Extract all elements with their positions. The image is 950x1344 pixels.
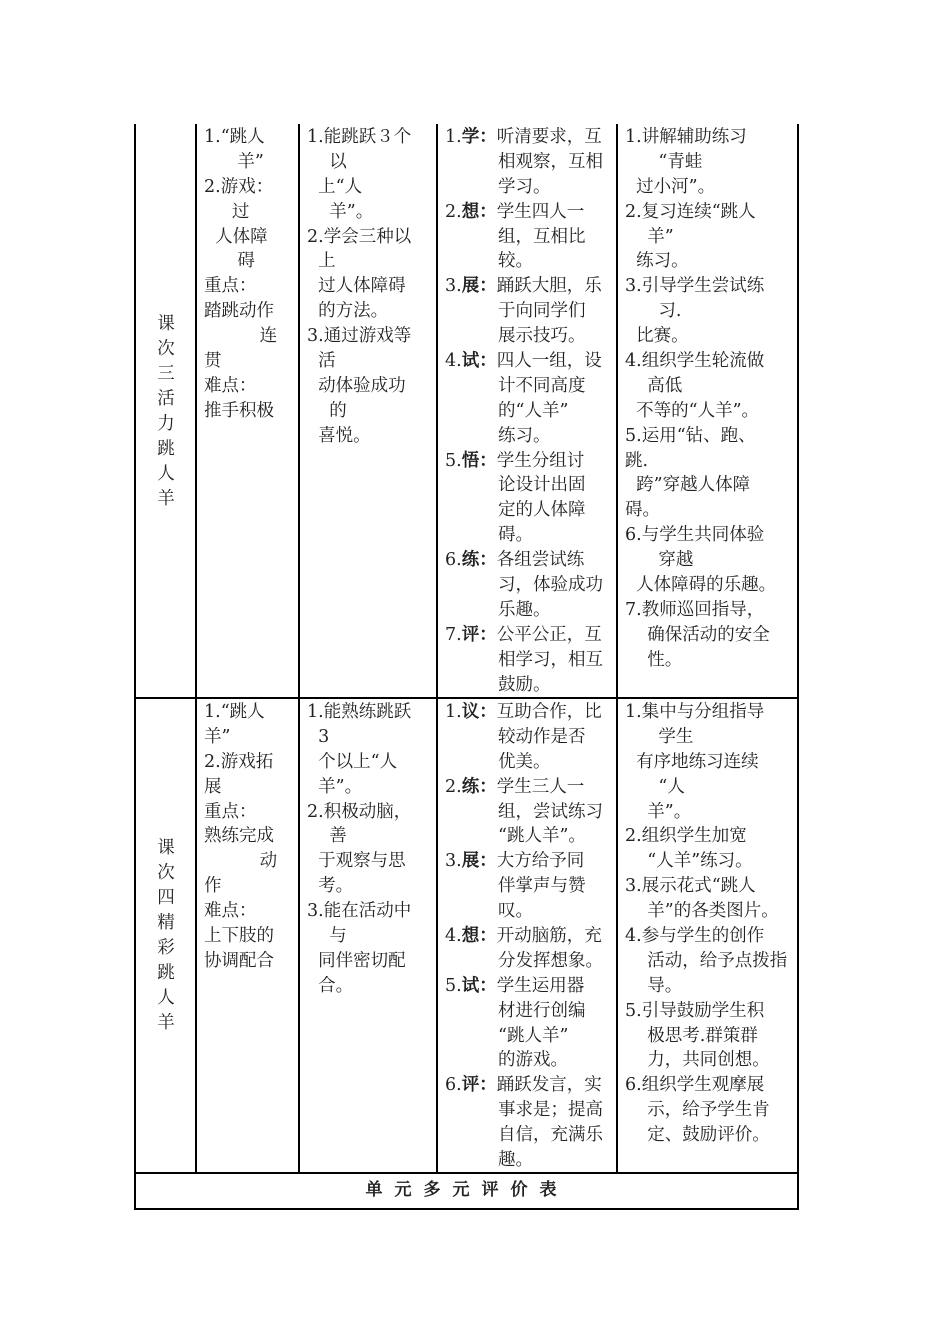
- student-activity-line: 碍。: [498, 525, 533, 546]
- student-activity-line: [445, 349, 603, 374]
- student-activity-line: [445, 700, 603, 725]
- student-activity-line: 较。: [498, 251, 533, 272]
- lesson-title-3: [154, 312, 178, 512]
- text-line: 动: [204, 851, 278, 872]
- lesson-title-char: 力: [157, 414, 175, 434]
- col-divider: [195, 124, 197, 1174]
- student-activity-line: 的游戏。: [498, 1050, 568, 1071]
- text-line: 比赛。: [625, 326, 689, 347]
- activity-keyword: 想：: [461, 926, 497, 947]
- text-line: 活: [307, 351, 336, 372]
- text-line: 以: [307, 151, 347, 172]
- lesson-title-char: 四: [157, 888, 175, 908]
- text-line: 示，给予学生肯: [625, 1100, 770, 1121]
- activity-text: 学生运用器: [496, 975, 585, 996]
- lesson-title-char: 彩: [157, 938, 175, 958]
- item-number: 7.: [445, 624, 462, 645]
- student-activity-line: 组，尝试练习: [498, 801, 603, 822]
- activity-text: 公平公正，互: [496, 624, 602, 645]
- lesson-title-char: 活: [157, 389, 175, 409]
- text-line: 与: [307, 926, 347, 947]
- text-line: 1.能跳跃３个: [307, 127, 412, 147]
- text-line: 1.集中与分组指导: [625, 702, 765, 722]
- text-line: 贯: [204, 351, 222, 372]
- text-line: 4.参与学生的创作: [625, 926, 765, 947]
- text-line: 推手积极: [204, 400, 274, 421]
- table-border-right: [797, 124, 799, 1210]
- text-line: 羊”。: [307, 201, 374, 222]
- lesson-title-char: 跳: [157, 439, 175, 459]
- text-line: 跳.: [625, 450, 649, 471]
- text-line: 过: [204, 201, 250, 222]
- text-line: 难点：: [204, 901, 257, 922]
- activity-keyword: 想：: [461, 201, 497, 222]
- activity-text: 学生三人一: [496, 776, 585, 797]
- text-line: “人: [625, 776, 685, 797]
- unit-evaluation-title: 单元多元评价表: [365, 1180, 569, 1200]
- student-activity-line: 自信，充满乐: [498, 1125, 603, 1146]
- student-activity-line: [445, 200, 603, 225]
- lesson-title-4: [154, 836, 178, 1036]
- student-activity-line: 伴掌声与赞: [498, 876, 586, 897]
- text-line: 碍: [204, 251, 255, 272]
- student-activity-line: [445, 274, 603, 299]
- lesson-goals-3: [307, 125, 411, 449]
- text-line: 活动，给予点拨指: [625, 950, 788, 971]
- activity-text: 学生四人一: [496, 201, 585, 222]
- text-line: 习.: [625, 301, 682, 322]
- student-activity-line: [445, 623, 603, 648]
- lesson-goals-4: [307, 700, 411, 999]
- text-line: 1.“跳人: [204, 127, 265, 147]
- text-line: 展: [204, 776, 222, 797]
- student-activity-line: [445, 449, 603, 474]
- text-line: 3.通过游戏等: [307, 326, 412, 347]
- activity-keyword: 练：: [461, 550, 497, 571]
- item-number: 4.: [445, 351, 462, 372]
- activity-text: 踊跃发言，实: [496, 1075, 602, 1096]
- student-activity-line: 论设计出固: [498, 475, 586, 496]
- student-activity-line: 习，体验成功: [498, 575, 603, 596]
- student-activity-line: 相学习，相互: [498, 649, 603, 670]
- text-line: 连: [204, 326, 278, 347]
- text-line: 1.能熟练跳跃: [307, 702, 412, 722]
- text-line: 2.复习连续“跳人: [625, 201, 756, 222]
- text-line: 考。: [307, 876, 354, 897]
- activity-keyword: 评：: [461, 624, 497, 645]
- text-line: “人羊”练习。: [625, 851, 753, 872]
- student-activity-line: 定的人体障: [498, 500, 586, 521]
- student-activity-line: 优美。: [498, 751, 551, 772]
- text-line: 善: [307, 826, 347, 847]
- student-activity-line: [445, 775, 603, 800]
- student-activity-line: 叹。: [498, 901, 533, 922]
- student-activity-line: 练习。: [498, 425, 551, 446]
- student-activity-line: 组，互相比: [498, 226, 586, 247]
- text-line: 3.展示花式“跳人: [625, 876, 756, 897]
- activity-keyword: 议：: [461, 702, 497, 722]
- text-line: 难点：: [204, 375, 257, 396]
- text-line: 碍。: [625, 500, 660, 521]
- text-line: 人体障碍的乐趣。: [625, 575, 777, 596]
- student-activity-line: “跳人羊”: [498, 1025, 569, 1046]
- text-line: 的: [307, 400, 347, 421]
- text-line: 练习。: [625, 251, 689, 272]
- text-line: 过小河”。: [625, 176, 716, 197]
- activity-keyword: 展：: [461, 276, 497, 297]
- lesson-title-char: 人: [157, 464, 175, 484]
- text-line: 个以上“人: [307, 751, 398, 772]
- text-line: 2.游戏拓: [204, 751, 274, 772]
- student-activity-line: [445, 125, 603, 150]
- text-line: 重点：: [204, 276, 257, 297]
- text-line: 6.组织学生观摩展: [625, 1075, 765, 1096]
- text-line: “青蛙: [625, 151, 703, 172]
- student-activities-3: [445, 125, 603, 697]
- student-activity-line: 鼓励。: [498, 674, 551, 695]
- text-line: 协调配合: [204, 950, 274, 971]
- activity-text: 踊跃大胆，乐: [496, 276, 602, 297]
- text-line: 3.能在活动中: [307, 901, 412, 922]
- text-line: 学生: [625, 726, 694, 747]
- text-line: 5.运用“钻、跑、: [625, 425, 756, 446]
- text-line: 力，共同创想。: [625, 1050, 770, 1071]
- text-line: 上“人: [307, 176, 363, 197]
- text-line: 喜悦。: [307, 425, 371, 446]
- text-line: 动体验成功: [307, 375, 406, 396]
- student-activity-line: [445, 849, 603, 874]
- item-number: 6.: [445, 1075, 462, 1096]
- text-line: 人体障: [204, 226, 268, 247]
- activity-keyword: 练：: [461, 776, 497, 797]
- text-line: 羊”: [625, 226, 674, 247]
- text-line: 确保活动的安全: [625, 624, 770, 645]
- text-line: 3: [307, 726, 330, 747]
- item-number: 5.: [445, 975, 462, 996]
- lesson-title-char: 精: [157, 913, 175, 933]
- text-line: 1.“跳人: [204, 702, 265, 722]
- text-line: 跨”穿越人体障: [625, 475, 751, 496]
- text-line: 同伴密切配: [307, 950, 406, 971]
- col-divider: [298, 124, 300, 1174]
- text-line: 穿越: [625, 550, 694, 571]
- text-line: 羊”: [204, 151, 264, 172]
- text-line: 羊”: [204, 726, 231, 747]
- lesson-title-char: 次: [157, 339, 175, 359]
- lesson-content-3: [204, 125, 277, 424]
- text-line: 羊”。: [307, 776, 363, 797]
- text-line: 合。: [307, 975, 354, 996]
- lesson-title-char: 课: [157, 314, 175, 334]
- text-line: 有序地练习连续: [625, 751, 759, 772]
- student-activity-line: [445, 974, 603, 999]
- student-activity-line: 的“人羊”: [498, 400, 569, 421]
- item-number: 6.: [445, 550, 462, 571]
- activity-keyword: 评：: [461, 1075, 497, 1096]
- text-line: 5.引导鼓励学生积: [625, 1000, 765, 1021]
- student-activity-line: 学习。: [498, 176, 551, 197]
- text-line: 定、鼓励评价。: [625, 1125, 770, 1146]
- text-line: 过人体障碍: [307, 276, 406, 297]
- item-number: 1.: [445, 127, 462, 147]
- activity-keyword: 试：: [461, 975, 497, 996]
- student-activity-line: [445, 1073, 603, 1098]
- text-line: 不等的“人羊”。: [625, 400, 760, 421]
- activity-text: 互助合作，比: [496, 702, 602, 722]
- text-line: 4.组织学生轮流做: [625, 351, 765, 372]
- text-line: 导。: [625, 975, 683, 996]
- item-number: 5.: [445, 450, 462, 471]
- activity-keyword: 学：: [461, 127, 497, 147]
- table-border-bottom: [134, 1208, 799, 1210]
- student-activity-line: [445, 924, 603, 949]
- lesson-title-char: 次: [157, 863, 175, 883]
- text-line: 性。: [625, 649, 683, 670]
- student-activity-line: “跳人羊”。: [498, 826, 586, 847]
- lesson-title-char: 人: [157, 988, 175, 1008]
- text-line: 7.教师巡回指导，: [625, 599, 765, 620]
- student-activity-line: 展示技巧。: [498, 326, 586, 347]
- text-line: 6.与学生共同体验: [625, 525, 765, 546]
- student-activities-4: [445, 700, 603, 1173]
- lesson-title-char: 羊: [157, 1013, 175, 1033]
- student-activity-line: 于向同学们: [498, 301, 586, 322]
- activity-text: 四人一组，设: [496, 351, 602, 372]
- text-line: 作: [204, 876, 222, 897]
- activity-text: 学生分组讨: [496, 450, 585, 471]
- text-line: 上下肢的: [204, 926, 274, 947]
- text-line: 2.组织学生加宽: [625, 826, 747, 847]
- col-divider: [616, 124, 618, 1174]
- item-number: 3.: [445, 276, 462, 297]
- lesson-content-4: [204, 700, 277, 974]
- item-number: 1.: [445, 702, 462, 722]
- student-activity-line: 相观察，互相: [498, 151, 603, 172]
- text-line: 1.讲解辅助练习: [625, 127, 747, 147]
- item-number: 3.: [445, 851, 462, 872]
- item-number: 2.: [445, 201, 462, 222]
- text-line: 2.游戏：: [204, 176, 274, 197]
- lesson-title-char: 课: [157, 838, 175, 858]
- text-line: 羊”。: [625, 801, 692, 822]
- text-line: 2.积极动脑，: [307, 801, 412, 822]
- student-activity-line: 计不同高度: [498, 375, 586, 396]
- text-line: 重点：: [204, 801, 257, 822]
- student-activity-line: [445, 548, 603, 573]
- text-line: 2.学会三种以: [307, 226, 412, 247]
- text-line: 的方法。: [307, 301, 389, 322]
- text-line: 熟练完成: [204, 826, 274, 847]
- student-activity-line: 分发挥想象。: [498, 950, 603, 971]
- text-line: 高低: [625, 375, 683, 396]
- text-line: 踏跳动作: [204, 301, 274, 322]
- student-activity-line: 材进行创编: [498, 1000, 586, 1021]
- item-number: 4.: [445, 926, 462, 947]
- activity-keyword: 悟：: [461, 450, 497, 471]
- activity-text: 开动脑筋，充: [496, 926, 602, 947]
- activity-keyword: 展：: [461, 851, 497, 872]
- col-divider: [436, 124, 438, 1174]
- text-line: 3.引导学生尝试练: [625, 276, 765, 297]
- lesson-title-char: 跳: [157, 963, 175, 983]
- teacher-activities-3: [625, 125, 776, 673]
- activity-text: 听清要求，互: [496, 127, 602, 147]
- student-activity-line: 较动作是否: [498, 726, 586, 747]
- student-activity-line: 乐趣。: [498, 599, 551, 620]
- teacher-activities-4: [625, 700, 787, 1148]
- item-number: 2.: [445, 776, 462, 797]
- activity-text: 各组尝试练: [496, 550, 585, 571]
- lesson-title-char: 三: [157, 364, 175, 384]
- lesson-title-char: 羊: [157, 489, 175, 509]
- activity-text: 大方给予同: [496, 851, 585, 872]
- activity-keyword: 试：: [461, 351, 497, 372]
- table-border-left: [134, 124, 136, 1210]
- student-activity-line: 趣。: [498, 1150, 533, 1171]
- text-line: 羊”的各类图片。: [625, 901, 779, 922]
- text-line: 极思考.群策群: [625, 1025, 758, 1046]
- student-activity-line: 事求是；提高: [498, 1100, 603, 1121]
- text-line: 上: [307, 251, 336, 272]
- text-line: 于观察与思: [307, 851, 406, 872]
